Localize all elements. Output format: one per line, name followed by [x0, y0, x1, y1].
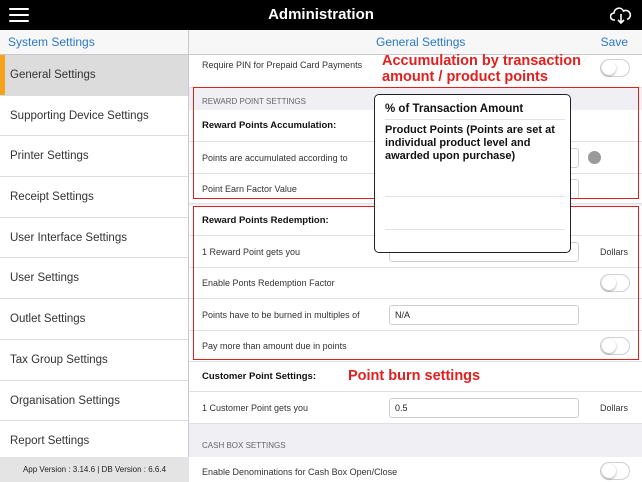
dropdown-option-product-points[interactable]: Product Points (Points are set at individual product level and awarded upon purchase): [385, 124, 555, 162]
sidebar-item-supporting-device-settings[interactable]: Supporting Device Settings: [0, 96, 188, 137]
dropdown-option-transaction-amount[interactable]: % of Transaction Amount: [385, 103, 524, 115]
sidebar-item-user-interface-settings[interactable]: User Interface Settings: [0, 218, 188, 259]
sidebar-item-receipt-settings[interactable]: Receipt Settings: [0, 177, 188, 218]
save-button[interactable]: Save: [600, 35, 628, 49]
denominations-toggle[interactable]: [600, 462, 630, 480]
cloud-sync-icon[interactable]: [610, 5, 632, 25]
customer-point-row: [189, 392, 642, 424]
dropdown-divider: [385, 119, 565, 120]
redemption-factor-label: Enable Ponts Redemption Factor: [202, 278, 335, 288]
earn-factor-label: Point Earn Factor Value: [202, 184, 297, 194]
reward-point-unit: Dollars: [599, 247, 628, 257]
customer-point-unit: Dollars: [599, 403, 628, 413]
redemption-title: Reward Points Redemption:: [202, 215, 329, 226]
cashbox-section-heading: CASH BOX SETTINGS: [202, 441, 286, 450]
sidebar-item-organisation-settings[interactable]: Organisation Settings: [0, 381, 188, 422]
header-divider: [188, 30, 189, 55]
page-title: Administration: [268, 6, 374, 23]
accumulation-title: Reward Points Accumulation:: [202, 120, 337, 131]
version-info: App Version : 3.14.6 | DB Version : 6.6.4: [0, 457, 189, 482]
customer-title: Customer Point Settings:: [202, 371, 317, 382]
system-settings-title: System Settings: [8, 35, 95, 49]
customer-point-input[interactable]: 0.5: [389, 398, 579, 418]
sidebar-item-report-settings[interactable]: Report Settings: [0, 421, 188, 462]
sidebar-item-printer-settings[interactable]: Printer Settings: [0, 136, 188, 177]
accumulation-method-dropdown: [374, 94, 571, 253]
sidebar-item-outlet-settings[interactable]: Outlet Settings: [0, 299, 188, 340]
burn-annotation: Point burn settings: [348, 368, 481, 384]
burn-multiples-input[interactable]: N/A: [389, 305, 579, 325]
pay-more-label: Pay more than amount due in points: [202, 341, 347, 351]
top-bar: [0, 0, 642, 30]
dropdown-divider: [385, 229, 565, 230]
customer-point-label: 1 Customer Point gets you: [202, 403, 309, 413]
general-settings-title: General Settings: [376, 35, 466, 49]
require-pin-label: Require PIN for Prepaid Card Payments: [202, 60, 363, 70]
reward-point-gets-label: 1 Reward Point gets you: [202, 247, 301, 257]
sidebar: [0, 55, 189, 482]
sidebar-item-general-settings[interactable]: General Settings: [0, 55, 188, 96]
denominations-label: Enable Denominations for Cash Box Open/Close: [202, 467, 398, 477]
navigation-bar: [0, 30, 642, 55]
dropdown-divider: [385, 196, 565, 197]
sidebar-item-user-settings[interactable]: User Settings: [0, 258, 188, 299]
accumulation-annotation: Accumulation by transaction amount / product points: [382, 53, 582, 85]
burn-multiples-label: Points have to be burned in multiples of: [202, 310, 360, 320]
denominations-row: [189, 457, 642, 482]
reward-section-heading: REWARD POINT SETTINGS: [202, 97, 307, 106]
sidebar-item-tax-group-settings[interactable]: Tax Group Settings: [0, 340, 188, 381]
accumulated-according-label: Points are accumulated according to: [202, 153, 348, 163]
